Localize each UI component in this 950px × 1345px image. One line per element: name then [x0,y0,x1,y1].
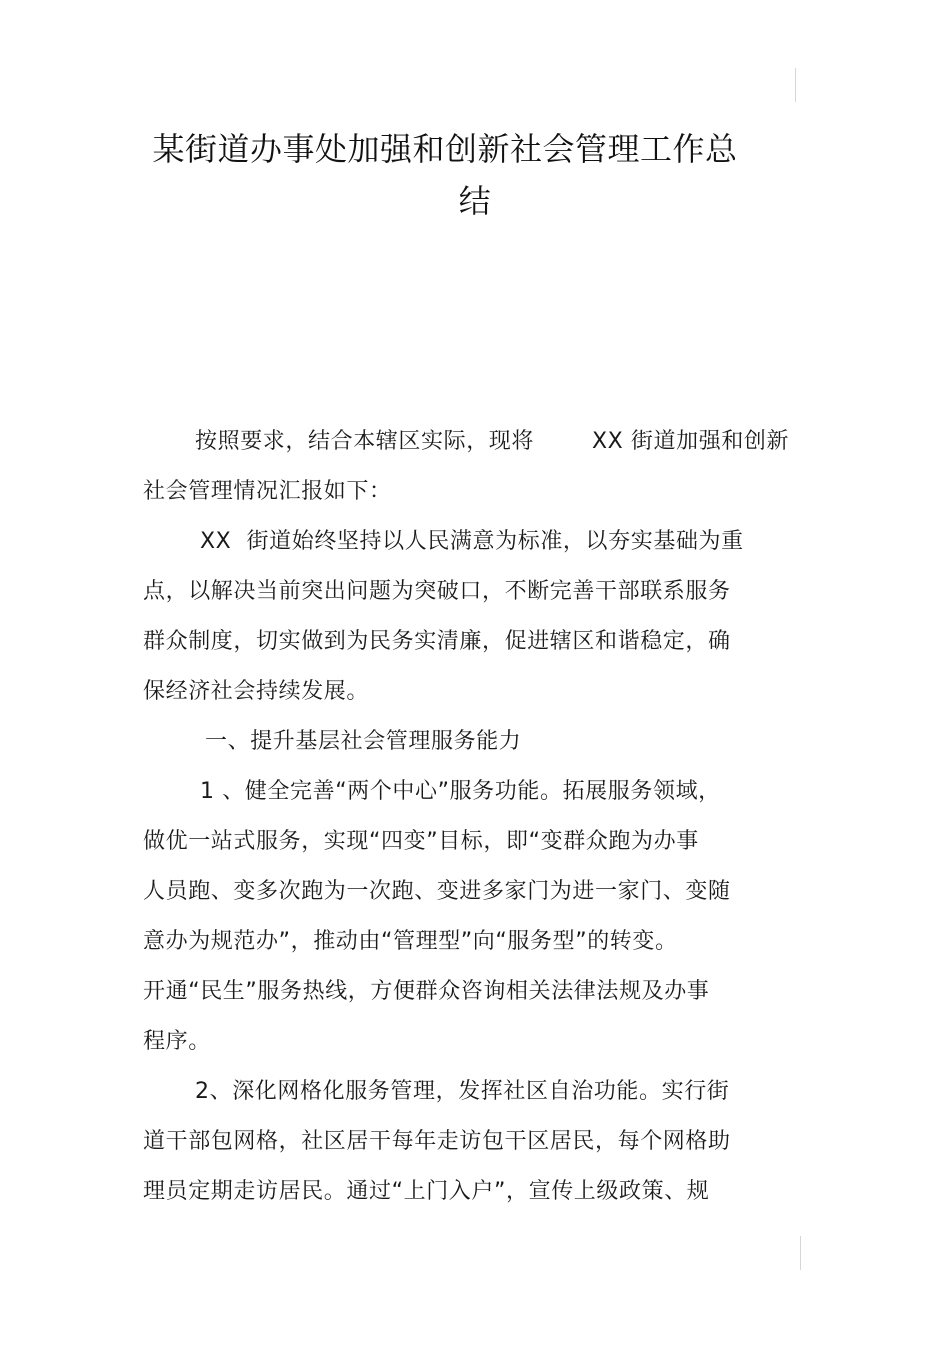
item-1-line-1: 1 、健全完善“两个中心”服务功能。拓展服务领域， [200,779,721,804]
paragraph-main-line-1: XX 街道始终坚持以人民满意为标准，以夯实基础为重 [200,529,744,554]
item-1-line-3: 人员跑、变多次跑为一次跑、变进多家门为进一家门、变随 [143,879,731,904]
item-2-line-2: 道干部包网格，社区居干每年走访包干区居民，每个网格助 [143,1129,731,1154]
item-2-line-1: 2、深化网格化服务管理，发挥社区自治功能。实行街 [195,1079,730,1104]
item-1-line-4: 意办为规范办”，推动由“管理型”向“服务型”的转变。 [143,929,678,954]
item-1-line-5: 开通“民生”服务热线，方便群众咨询相关法律法规及办事 [143,979,710,1004]
paragraph-intro-line-1a: 按照要求，结合本辖区实际，现将 [195,429,535,454]
document-title-line-1: 某街道办事处加强和创新社会管理工作总 [152,130,738,168]
paragraph-main-line-4: 保经济社会持续发展。 [143,679,370,704]
document-title-line-2: 结 [458,182,492,220]
paragraph-intro-line-1b: XX 街道加强和创新 [592,429,790,454]
page-edge-mark [800,1236,801,1270]
page-edge-mark [795,68,796,102]
item-1-line-6: 程序。 [143,1029,211,1054]
item-1-line-2: 做优一站式服务，实现“四变”目标，即“变群众跑为办事 [143,829,699,854]
item-2-line-3: 理员定期走访居民。通过“上门入户”，宣传上级政策、规 [143,1179,710,1204]
section-heading-1: 一、提升基层社会管理服务能力 [205,729,522,754]
paragraph-main-line-2: 点，以解决当前突出问题为突破口，不断完善干部联系服务 [143,579,731,604]
paragraph-intro-line-2: 社会管理情况汇报如下： [143,479,392,504]
paragraph-main-line-3: 群众制度，切实做到为民务实清廉，促进辖区和谐稳定，确 [143,629,731,654]
